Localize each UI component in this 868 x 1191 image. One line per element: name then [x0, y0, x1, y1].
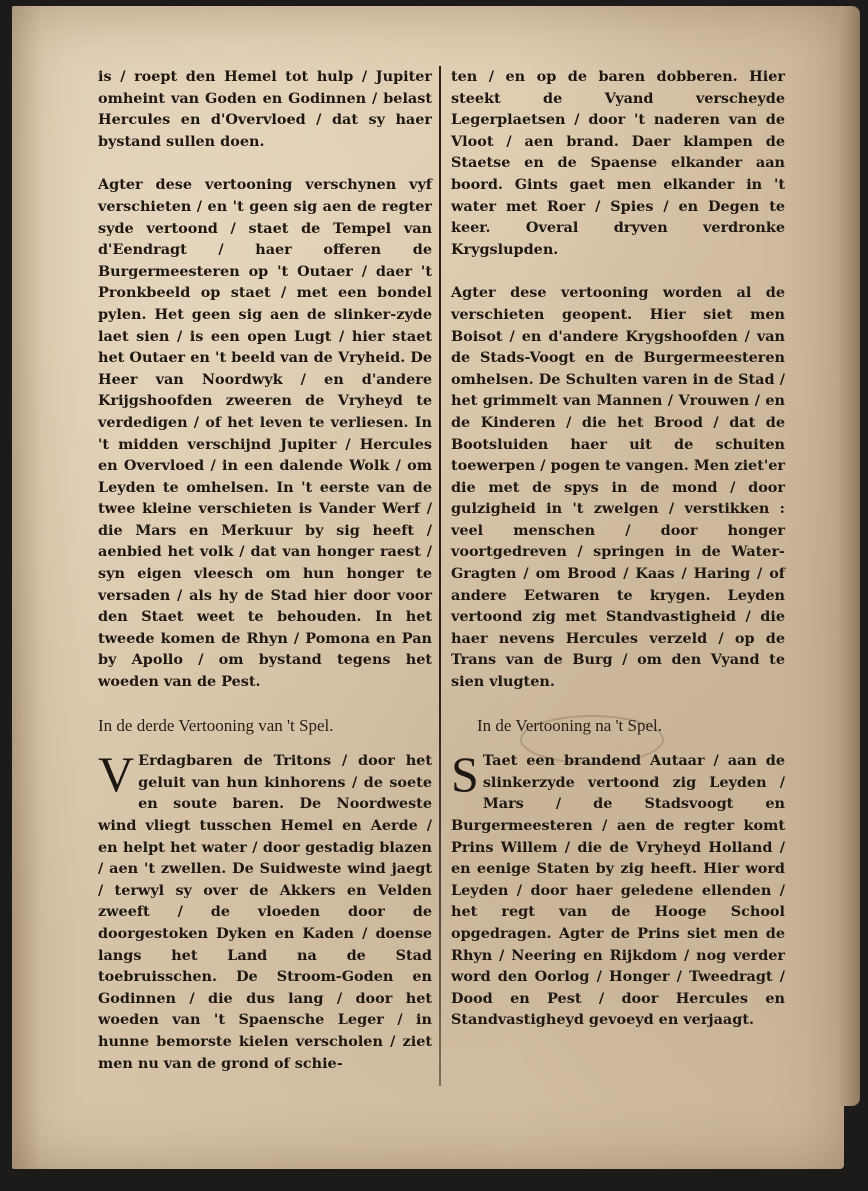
left-paragraph-3-text: Erdagbaren de Tritons / door het geluit van hun kinhorens / de soete en soute baren. De Noordweste wind vliegt tusschen Hemel en Aerde / en helpt het water / door gestadig blazen / aen 't zwellen. De Suidweste wind jaegt / terwyl sy over de Akkers en Velden zweeft / de vloeden door de doorgestoken Dyken en Kaden / doense langs het Land na de Stad toebruisschen. De Stroom-Goden en Godinnen / die dus lang / door het woeden van 't Spaensche Leger / in hunne bemorste kielen verscholen / ziet men nu van de grond of schie-: [98, 752, 432, 1072]
left-paragraph-2: Agter dese vertooning verschynen vyf verschieten / en 't geen sig aen de regter syde vertoond / staet de Tempel van d'Eendragt / haer offeren de Burgermeesteren op 't Outaer / daer 't Pronkbeeld op staet / met een bondel pylen. Het geen sig aen de slinker-zyde laet sien / is een open Lugt / hier staet het Outaer en 't beeld van de Vryheid. De Heer van Noordwyk / en d'andere Krijgshoofden zweeren de Vryheyd te verdedigen / of het leven te verliesen. In 't midden verschijnd Jupiter / Hercules en Overvloed / in een dalende Wolk / om Leyden te omhelsen. In 't eerste van de twee kleine verschieten is Vander Werf / die Mars en Merkuur by sig heeft / aenbied het volk / dat van honger raest / syn eigen vleesch om hun honger te versaden / als hy de Stad hier door voor den Staet weet te behouden. In het tweede komen de Rhyn / Pomona en Pan by Apollo / om bystand tegens het woeden van de Pest.: [98, 176, 432, 691]
left-dropcap: V: [98, 746, 135, 803]
right-column: [451, 66, 785, 1031]
left-column: [98, 66, 432, 1074]
left-paragraph-3: [98, 746, 432, 1074]
right-dropcap: S: [451, 746, 479, 803]
right-paragraph-3: [451, 746, 785, 1031]
right-paragraph-2: Agter dese vertooning worden al de verschieten geopent. Hier siet men Boisot / en d'andere Krygshoofden / van de Stads-Voogt en de Burgermeesteren omhelsen. De Schulten varen in de Stad / het grimmelt van Mannen / Vrouwen / en de Kinderen / die het Brood / dat de Bootsluiden haer uit de schuiten toewerpen / pogen te vangen. Men ziet'er die met de spys in de mond / door gulzigheid in 't zwelgen / verstikken : veel menschen / door honger voortgedreven / springen in de Water-Gragten / om Brood / Kaas / Haring / of andere Eetwaren te krygen. Leyden vertoond zig met Standvastigheid / die haer nevens Hercules verzeld / op de Trans van de Burg / om den Vyand te sien vlugten.: [451, 284, 785, 691]
right-section-heading: In de Vertooning na 't Spel.: [477, 715, 662, 735]
column-divider: [439, 66, 441, 1086]
right-paragraph-3-text: Taet een brandend Autaar / aan de slinkerzyde vertoond zig Leyden / Mars / de Stadsvoogt en Burgermeesteren / aen de regter komt Prins Willem / die de Vryheyd Holland / en eenige Staten by zig heeft. Hier word Leyden / door haer geledene ellenden / het regt van de Hooge School opgedragen. Agter de Prins siet men de Rhyn / Neering en Rijkdom / nog verder word den Oorlog / Honger / Tweedragt / Dood en Pest / door Hercules en Standvastigheyd gevoeyd en verjaagt.: [451, 752, 785, 1029]
left-paragraph-1: is / roept den Hemel tot hulp / Jupiter omheint van Goden en Godinnen / belast Hercules en d'Overvloed / dat sy haer bystand sullen doen.: [98, 68, 432, 150]
left-section-heading: In de derde Vertooning van 't Spel.: [98, 715, 334, 735]
right-paragraph-1: ten / en op de baren dobberen. Hier steekt de Vyand verscheyde Legerplaetsen / door 't naderen van de Vloot / aen brand. Daer klampen de Staetse en de Spaense elkander aan boord. Gints gaet men elkander in 't water met Roer / Spies / en Degen te keer. Overal dryven verdronke Krygslupden.: [451, 68, 785, 258]
page-edge: [840, 6, 860, 1106]
